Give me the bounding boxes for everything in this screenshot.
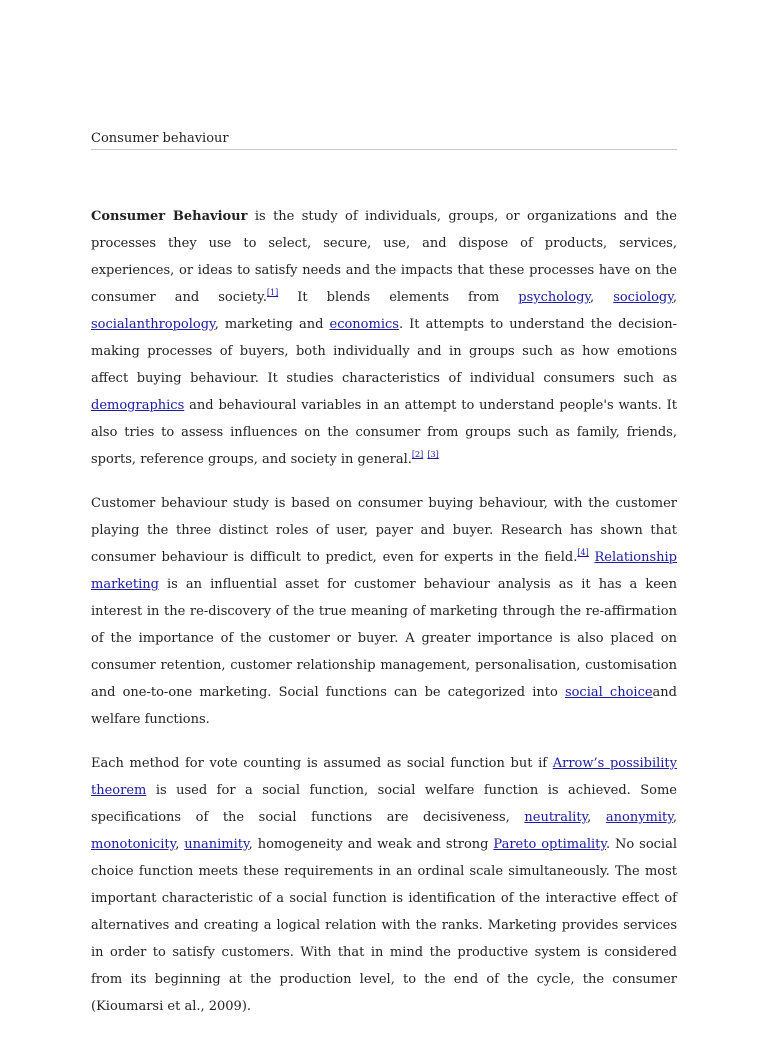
text-run: is used for a social function, social welfare function is achieved. Some specifications of the social functions are decisiveness,: [91, 783, 677, 825]
citation-link-1[interactable]: [1]: [266, 288, 279, 297]
text-run: Customer behaviour study is based on consumer buying behaviour, with the customer playing the three distinct roles of user, payer and buyer. Research has shown that consumer behaviour is difficult to predict, even for experts in the field.: [91, 496, 677, 565]
citation-link-2[interactable]: [2]: [411, 450, 424, 459]
citation-3: [427, 450, 438, 459]
text-run: Each method for vote counting is assumed as social function but if: [91, 756, 553, 771]
text-run: is an influential asset for customer behaviour analysis as it has a keen interest in the re-discovery of the true meaning of marketing through the re-affirmation of the importance of the customer or buyer. A greater importance is also placed on consumer retention, customer relationship management, personalisation, customisation and one-to-one marketing. Social functions can be categorized into: [91, 577, 677, 700]
text-run: . It attempts to understand the decision-making processes of buyers, both individually and in groups such as how emotions affect buying behaviour. It studies characteristics of individual consumers such as: [91, 317, 677, 386]
paragraph-2: [91, 490, 677, 733]
citation-4: [577, 548, 588, 557]
link-monotonicity[interactable]: monotonicity: [91, 837, 176, 852]
paragraph-1: [91, 203, 677, 473]
term-consumer-behaviour: Consumer Behaviour: [91, 209, 248, 224]
citation-link-3[interactable]: [3]: [427, 450, 439, 459]
link-neutrality[interactable]: neutrality: [524, 810, 588, 825]
link-socialanthropology[interactable]: socialanthropology: [91, 317, 215, 332]
text-run: ,: [590, 290, 614, 305]
link-arrows-possibility-theorem[interactable]: Arrow’s possibility theorem: [91, 756, 677, 798]
citation-link-4[interactable]: [4]: [577, 548, 589, 557]
link-demographics[interactable]: demographics: [91, 398, 185, 413]
link-pareto-optimality[interactable]: Pareto optimality: [493, 837, 606, 852]
text-run: It blends elements from: [278, 290, 519, 305]
link-social-choice[interactable]: social choice: [564, 685, 653, 700]
text-run: ,: [175, 837, 185, 852]
text-run: ,: [672, 810, 678, 825]
text-run: is the study of individuals, groups, or organizations and the processes they use to select, secure, use, and dispose of products, services, experiences, or ideas to satisfy needs and the impacts that these processes have on the consumer and society.: [91, 209, 677, 305]
text-run: . No social choice function meets these requirements in an ordinal scale simultaneously. The most important characteristic of a social function is identification of the interactive effect of alternatives and creating a logical relation with the ranks. Marketing provides services in order to satisfy customers. With that in mind the productive system is considered from its beginning at the production level, to the end of the cycle, the consumer (Kioumarsi et al., 2009).: [91, 837, 677, 1014]
citation-1: [267, 288, 278, 297]
text-run: , homogeneity and weak and strong: [248, 837, 494, 852]
document-title: Consumer behaviour: [91, 130, 677, 150]
link-relationship-marketing[interactable]: Relationship marketing: [91, 550, 677, 592]
citation-2: [412, 450, 423, 459]
text-run: and behavioural variables in an attempt to understand people's wants. It also tries to assess influences on the consumer from groups such as family, friends, sports, reference groups, and society in general.: [91, 398, 677, 467]
text-run: , marketing and: [214, 317, 330, 332]
document-body: [91, 203, 677, 1037]
text-run: ,: [672, 290, 678, 305]
link-anonymity[interactable]: anonymity: [605, 810, 673, 825]
text-run: ,: [587, 810, 606, 825]
link-psychology[interactable]: psychology: [518, 290, 591, 305]
paragraph-3: [91, 750, 677, 1020]
link-unanimity[interactable]: unanimity: [184, 837, 249, 852]
link-sociology[interactable]: sociology: [613, 290, 673, 305]
text-run: and welfare functions.: [91, 685, 677, 727]
link-economics[interactable]: economics: [329, 317, 399, 332]
